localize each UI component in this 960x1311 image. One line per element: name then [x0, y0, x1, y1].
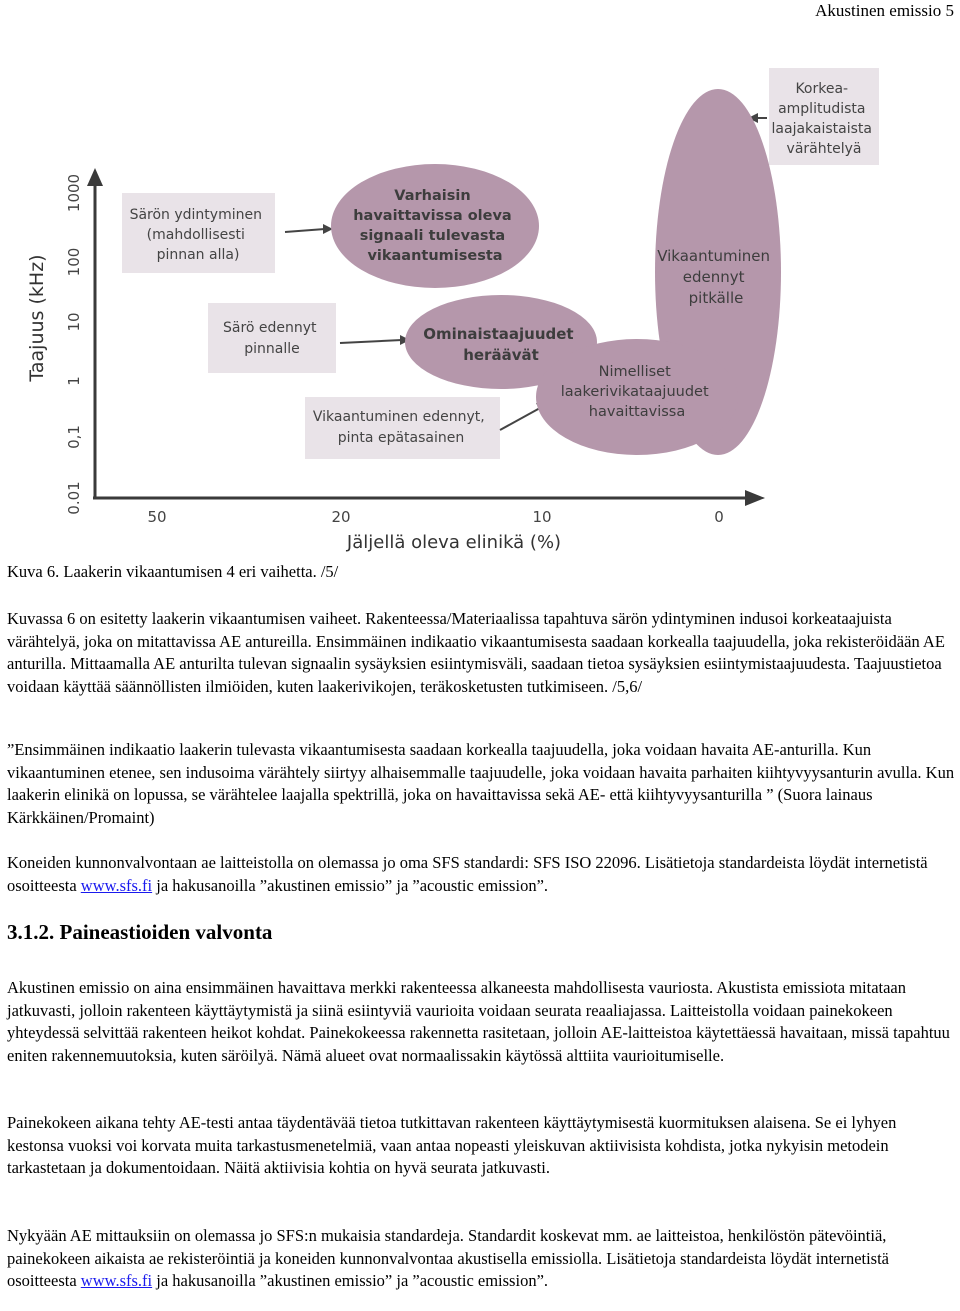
ellipse-text: havaittavissa oleva: [353, 208, 512, 224]
y-axis-label: Taajuus (kHz): [26, 254, 48, 382]
sfs-link[interactable]: www.sfs.fi: [80, 1271, 153, 1291]
pointer-arrow: [500, 408, 540, 430]
page-header: Akustinen emissio 5: [815, 1, 954, 20]
box-text: Vikaantuminen edennyt,: [312, 409, 485, 425]
box-text: Särön ydintyminen: [129, 207, 262, 223]
paragraph: [7, 1225, 955, 1293]
x-tick: 20: [331, 508, 351, 526]
paragraph: [7, 977, 955, 1067]
box-text: amplitudista: [778, 101, 866, 117]
paragraph: [7, 852, 955, 897]
paragraph: [7, 1112, 955, 1180]
ellipse-text: signaali tulevasta: [359, 228, 506, 244]
y-tick: 1: [65, 376, 83, 386]
box-text: pinnan alla): [156, 247, 240, 263]
y-axis-arrow: [87, 168, 103, 186]
ellipse-text: Varhaisin: [394, 188, 471, 204]
paragraph-text: Akustinen emissio on aina ensimmäinen havaittava merkki rakenteessa alkaneesta mahdollisesta vauriosta. Akustista emissiota mitataan jatkuvasti, jolloin rakenteen käyttäytymistä ja siinä esiintyviä vaurioita voidaan seurata reaaliajassa. Laitteistolla voidaan painekokeen yhteydessä selvittää rakenteen heikot kohdat. Painekokeessa rakennetta rasitetaan, jolloin AE-laitteistoa käytettäessä havaitaan, missä tapahtuu eniten rakennemuutoksia, kuten säröilyä. Nämä alueet ovat normaalissakin käytössä alttiita vaurioitumiselle.: [7, 978, 950, 1065]
paragraph-text: Kuvassa 6 on esitetty laakerin vikaantumisen vaiheet. Rakenteessa/Materiaalissa tapahtuva särön ydintyminen indusoi korkeataajuista värähtelyä, joka on mitattavissa AE antureilla. Ensimmäinen indikaatio vikaantumisesta saadaan korkealla taajuudella, joka rekisteröidään AE anturilla. Mittaamalla AE anturilta tulevan signaalin sysäyksien esiintymisväli, saadaan tietoa sysäyksien esiintymistaajuudesta. Taajuustietoa voidaan käyttää säännöllisten ilmiöiden, kuten laakerivikojen, teräkosketusten tutkimiseen. /5,6/: [7, 609, 945, 696]
paragraph-text: Painekokeen aikana tehty AE-testi antaa täydentävää tietoa tutkittavan rakenteen käyttäytymisestä kuormituksen alaisena. Se ei lyhyen kestonsa vuoksi voi korvata muita tarkastusmenetelmiä, vaan antaa nopeasti yleiskuvan aktiivisista kohdista, jotka nykyisin metodein tarkastetaan ja dokumentoidaan. Näitä aktiivisia kohtia on hyvä seurata jatkuvasti.: [7, 1113, 897, 1178]
y-tick: 10: [65, 312, 83, 332]
pointer-arrow: [340, 340, 402, 343]
pointer-arrow: [285, 229, 325, 232]
box-text: Särö edennyt: [222, 320, 317, 336]
quote-paragraph: [7, 739, 955, 829]
paragraph: [7, 608, 955, 698]
ellipse-early-signal: [331, 164, 539, 288]
paragraph-text: Nykyään AE mittauksiin on olemassa jo SFS:n mukaisia standardeja. Standardit koskevat mm. ae laitteistoa, henkilöstön pätevöintiä, painekokeen aikaista ae rekisteröintiä ja koneiden kunnonvalvontaa akustisella emissiolla. Lisätietoja standardeista löydät internetistä osoitteesta: [7, 1226, 890, 1291]
y-tick: 0.01: [65, 481, 83, 515]
ellipse-text: havaittavissa: [588, 404, 686, 420]
y-tick: 1000: [65, 173, 83, 213]
ellipse-text: vikaantumisesta: [367, 248, 503, 264]
paragraph-text: Koneiden kunnonvalvontaan ae laitteistolla on olemassa jo oma SFS standardi: SFS ISO 22096. Lisätietoja standardeista löydät internetistä osoitteesta: [7, 853, 928, 895]
ellipse-text: Vikaantuminen: [657, 247, 771, 265]
ellipse-text: Ominaistaajuudet: [423, 325, 574, 343]
box-text: Korkea-: [795, 81, 849, 97]
box-text: pinta epätasainen: [337, 430, 465, 446]
section-heading: 3.1.2. Paineastioiden valvonta: [7, 920, 273, 944]
x-axis-arrow: [745, 490, 765, 506]
x-tick: 0: [714, 508, 724, 526]
x-tick: 50: [147, 508, 167, 526]
box-crack-surface: [208, 303, 336, 373]
box-text: pinnalle: [244, 341, 300, 357]
bearing-failure-figure: [0, 60, 960, 560]
x-axis-label: Jäljellä oleva elinikä (%): [346, 532, 562, 553]
y-tick: 0,1: [65, 425, 83, 449]
paragraph-text: ”Ensimmäinen indikaatio laakerin tulevasta vikaantumisesta saadaan korkealla taajuudella, joka voidaan havaita AE-anturilla. Kun vikaantuminen etenee, sen indusoima värähtely siirtyy alhaisemmalle taajuudelle, joka voidaan havaita parhaiten kiihtyvyysanturin avulla. Kun laakerin elinikä on lopussa, se värähtelee laajalla spektrillä, joka on havaittavissa sekä AE- että kiihtyvyysanturilla ” (Suora lainaus Kärkkäinen/Promaint): [7, 740, 955, 827]
paragraph-text: ja hakusanoilla ”akustinen emissio” ja ”acoustic emission”.: [152, 875, 549, 895]
ellipse-text: laakerivikataajuudet: [560, 384, 709, 400]
ellipse-text: Nimelliset: [598, 364, 671, 380]
box-failure-rough: [305, 397, 500, 459]
sfs-link[interactable]: www.sfs.fi: [80, 875, 153, 895]
x-tick: 10: [532, 508, 552, 526]
y-tick: 100: [65, 247, 83, 277]
ellipse-text: heräävät: [463, 346, 539, 364]
box-text: värähtelyä: [786, 141, 862, 157]
paragraph-text: ja hakusanoilla ”akustinen emissio” ja ”acoustic emission”.: [152, 1271, 549, 1291]
ellipse-text: pitkälle: [688, 289, 744, 307]
figure-caption: Kuva 6. Laakerin vikaantumisen 4 eri vaihetta. /5/: [7, 562, 339, 581]
box-text: laajakaistaista: [771, 121, 873, 137]
ellipse-text: edennyt: [682, 268, 745, 286]
box-text: (mahdollisesti: [146, 227, 245, 243]
